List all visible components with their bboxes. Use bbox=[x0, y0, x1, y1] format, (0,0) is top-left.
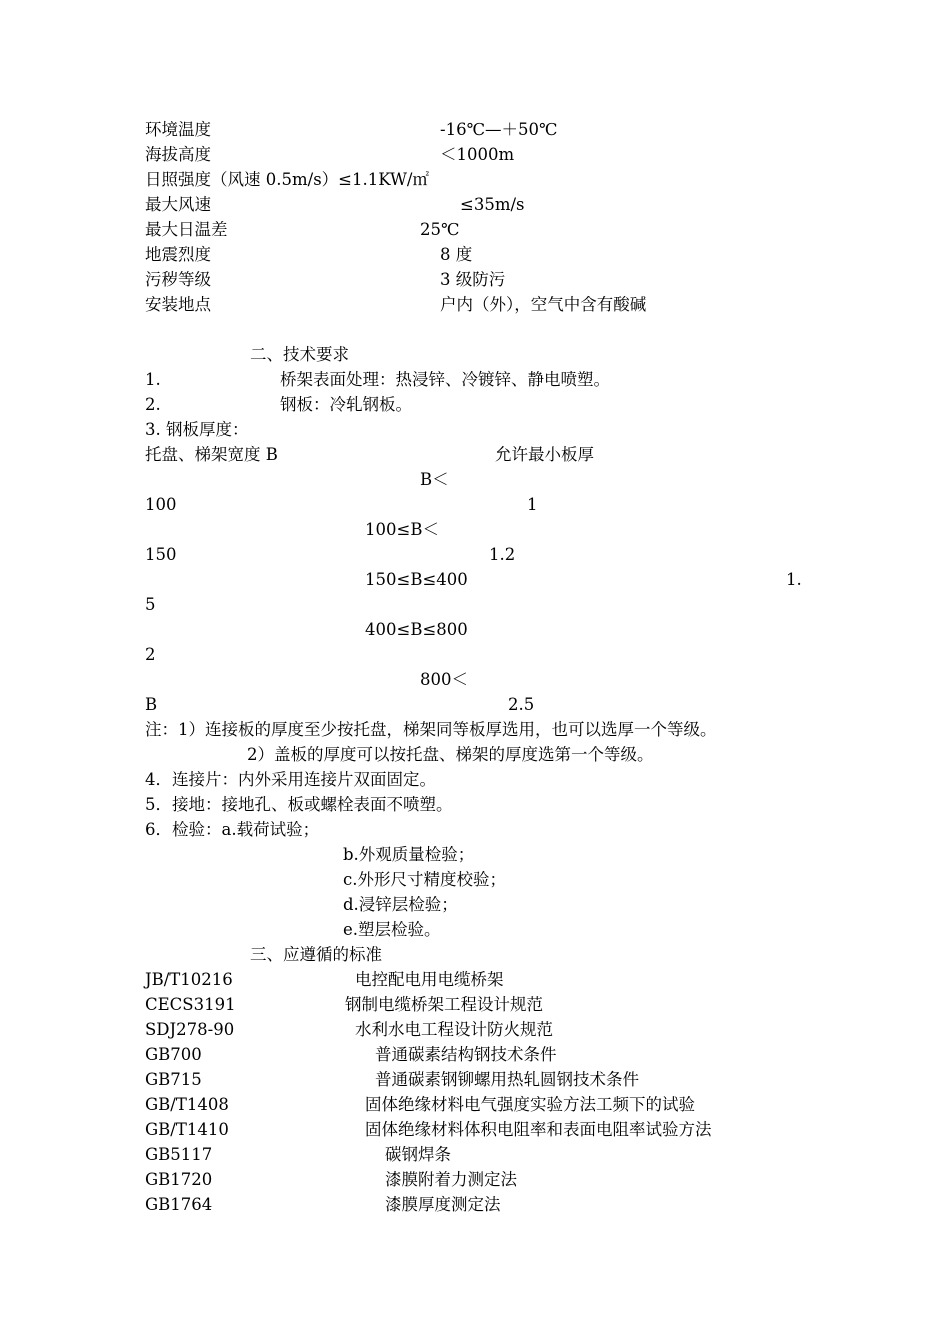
standard-title: 漆膜厚度测定法 bbox=[385, 1195, 501, 1214]
env-label: 污秽等级 bbox=[145, 270, 211, 289]
table-cell-range: 400≤B≤800 bbox=[365, 620, 468, 639]
table-cell-range: 100≤B＜ bbox=[365, 520, 439, 539]
table-header-width: 托盘、梯架宽度 B bbox=[145, 445, 278, 464]
env-value: -16℃—＋50℃ bbox=[440, 120, 558, 139]
standard-title: 普通碳素钢铆螺用热轧圆钢技术条件 bbox=[375, 1070, 639, 1089]
item-subtext: d.浸锌层检验； bbox=[343, 895, 458, 914]
table-cell-range: 800＜ bbox=[420, 670, 468, 689]
standard-title: 漆膜附着力测定法 bbox=[385, 1170, 517, 1189]
env-label: 最大风速 bbox=[145, 195, 211, 214]
env-value: ≤35m/s bbox=[460, 195, 525, 214]
env-value: 8 度 bbox=[440, 245, 473, 264]
item-text: 3. 钢板厚度： bbox=[145, 420, 249, 439]
standard-title: 电控配电用电缆桥架 bbox=[355, 970, 504, 989]
table-cell-thickness: 2 bbox=[145, 645, 156, 664]
standard-title: 固体绝缘材料电气强度实验方法工频下的试验 bbox=[365, 1095, 695, 1114]
item-text: 钢板：冷轧钢板。 bbox=[280, 395, 412, 414]
env-value: ＜1000m bbox=[440, 145, 515, 164]
standard-code: GB1764 bbox=[145, 1195, 213, 1214]
env-value: 户内（外），空气中含有酸碱 bbox=[440, 295, 647, 314]
env-label: 环境温度 bbox=[145, 120, 211, 139]
section-heading-standards: 三、应遵循的标准 bbox=[250, 945, 382, 964]
standard-code: GB5117 bbox=[145, 1145, 213, 1164]
item-text: 6．检验：a.载荷试验； bbox=[145, 820, 320, 839]
standard-title: 碳钢焊条 bbox=[385, 1145, 451, 1164]
standard-code: SDJ278-90 bbox=[145, 1020, 235, 1039]
env-label: 最大日温差 bbox=[145, 220, 228, 239]
item-number: 2. bbox=[145, 395, 161, 414]
standard-code: GB1720 bbox=[145, 1170, 213, 1189]
table-cell-thickness: 5 bbox=[145, 595, 156, 614]
table-cell-thickness: 2.5 bbox=[508, 695, 535, 714]
standard-code: GB700 bbox=[145, 1045, 202, 1064]
standard-code: JB/T10216 bbox=[145, 970, 233, 989]
table-cell-thickness: 1. bbox=[786, 570, 802, 589]
table-cell-range: B＜ bbox=[420, 470, 449, 489]
table-cell-range: 150≤B≤400 bbox=[365, 570, 468, 589]
env-label: 地震烈度 bbox=[145, 245, 211, 264]
table-cell-range: 100 bbox=[145, 495, 177, 514]
standard-title: 钢制电缆桥架工程设计规范 bbox=[345, 995, 543, 1014]
item-text: 桥架表面处理：热浸锌、冷镀锌、静电喷塑。 bbox=[280, 370, 610, 389]
item-subtext: b.外观质量检验； bbox=[343, 845, 475, 864]
env-value: 25℃ bbox=[420, 220, 460, 239]
section-heading-tech: 二、技术要求 bbox=[250, 345, 349, 364]
table-cell-range: B bbox=[145, 695, 158, 714]
table-cell-thickness: 1.2 bbox=[489, 545, 516, 564]
env-label: 日照强度（风速 0.5m/s）≤1.1KW/㎡ bbox=[145, 170, 429, 189]
standard-code: GB715 bbox=[145, 1070, 202, 1089]
table-header-thickness: 允许最小板厚 bbox=[495, 445, 594, 464]
item-subtext: e.塑层检验。 bbox=[343, 920, 441, 939]
standard-title: 普通碳素结构钢技术条件 bbox=[375, 1045, 557, 1064]
standard-code: GB/T1410 bbox=[145, 1120, 229, 1139]
env-value: 3 级防污 bbox=[440, 270, 506, 289]
table-cell-thickness: 1 bbox=[527, 495, 538, 514]
standard-code: CECS3191 bbox=[145, 995, 236, 1014]
item-subtext: c.外形尺寸精度校验； bbox=[343, 870, 506, 889]
note-text: 注：1）连接板的厚度至少按托盘，梯架同等板厚选用，也可以选厚一个等级。 bbox=[145, 720, 717, 739]
env-label: 海拔高度 bbox=[145, 145, 211, 164]
item-text: 4．连接片：内外采用连接片双面固定。 bbox=[145, 770, 436, 789]
item-text: 5．接地：接地孔、板或螺栓表面不喷塑。 bbox=[145, 795, 453, 814]
standard-code: GB/T1408 bbox=[145, 1095, 229, 1114]
table-cell-range: 150 bbox=[145, 545, 177, 564]
note-text: 2）盖板的厚度可以按托盘、梯架的厚度选第一个等级。 bbox=[247, 745, 654, 764]
standard-title: 固体绝缘材料体积电阻率和表面电阻率试验方法 bbox=[365, 1120, 712, 1139]
env-label: 安装地点 bbox=[145, 295, 211, 314]
item-number: 1. bbox=[145, 370, 161, 389]
standard-title: 水利水电工程设计防火规范 bbox=[355, 1020, 553, 1039]
